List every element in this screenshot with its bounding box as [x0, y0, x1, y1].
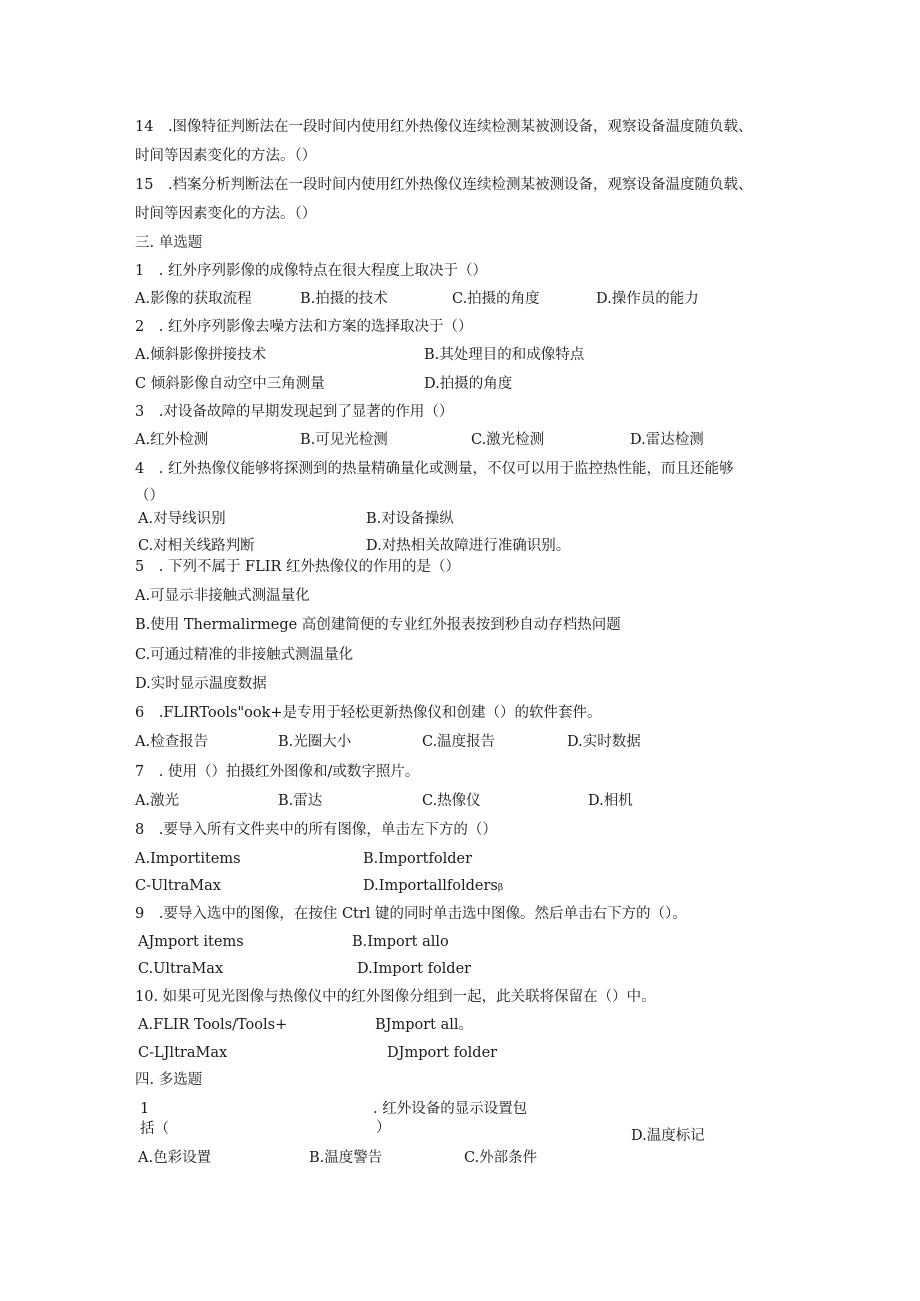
sc-q1-option-c: C.拍摄的角度 — [452, 291, 540, 307]
sc-q7-option-b: B.雷达 — [278, 793, 323, 809]
section-heading-multiple-choice: 四. 多选题 — [135, 1072, 203, 1088]
sc-q6-stem: 6 .FLIRTools"ook+是专用于轻松更新热像仪和创建（）的软件套件。 — [135, 705, 602, 721]
sc-q3-option-d: D.雷达检测 — [630, 432, 704, 448]
sc-q2-option-b: B.其处理目的和成像特点 — [424, 347, 585, 363]
mc-q1-option-a: A.色彩设置 — [138, 1150, 212, 1166]
sc-q9-option-c: C.UltraMax — [138, 961, 224, 977]
sc-q7-option-a: A.激光 — [135, 793, 180, 809]
sc-q1-option-b: B.拍摄的技术 — [300, 291, 388, 307]
sc-q1-option-a: A.影像的获取流程 — [135, 291, 252, 307]
sc-q2-option-d: D.拍摄的角度 — [424, 376, 513, 392]
mc-q1-option-c: C.外部条件 — [464, 1150, 538, 1166]
q14-line1: 14 .图像特征判断法在一段时间内使用红外热像仪连续检测某被测设备，观察设备温度随负载、 — [135, 119, 753, 135]
sc-q4-stem-line1: 4 . 红外热像仪能够将探测到的热量精确量化或测量，不仅可以用于监控热性能，而且还能够 — [135, 461, 734, 477]
sc-q10-option-c: C-LJltraMax — [138, 1045, 228, 1061]
q15-line2: 时间等因素变化的方法。（） — [135, 206, 317, 222]
sc-q6-option-d: D.实时数据 — [567, 734, 641, 750]
sc-q5-option-b: B.使用 Thermalirmege 高创建简便的专业红外报表按到秒自动存档热问题 — [135, 617, 621, 633]
sc-q5-option-d: D.实时显示温度数据 — [135, 676, 267, 692]
q14-line2: 时间等因素变化的方法。（） — [135, 148, 317, 164]
sc-q9-stem: 9 .要导入选中的图像，在按住 Ctrl 键的同时单击选中图像。然后单击右下方的（）。 — [135, 906, 687, 922]
sc-q8-option-c: C-UltraMax — [135, 878, 221, 894]
sc-q4-option-a: A.对导线识别 — [138, 511, 226, 527]
sc-q10-option-a: A.FLIR Tools∕Tools+ — [138, 1017, 288, 1033]
sc-q7-option-c: C.热像仪 — [422, 793, 481, 809]
sc-q4-option-b: B.对设备操纵 — [366, 511, 454, 527]
sc-q6-option-c: C.温度报告 — [422, 734, 496, 750]
sc-q3-stem: 3 .对设备故障的早期发现起到了显著的作用（） — [135, 404, 454, 420]
mc-q1-option-d: D.温度标记 — [631, 1128, 705, 1144]
sc-q8-option-d: D.Importallfoldersᵦ — [363, 878, 504, 894]
sc-q7-option-d: D.相机 — [588, 793, 633, 809]
mc-q1-option-b: B.温度警告 — [309, 1150, 383, 1166]
sc-q2-option-a: A.倾斜影像拼接技术 — [135, 347, 267, 363]
sc-q6-option-b: B.光圈大小 — [278, 734, 352, 750]
sc-q4-option-d: D.对热相关故障进行准确识别。 — [366, 538, 571, 554]
sc-q8-option-a: A.Importitems — [135, 851, 241, 867]
sc-q3-option-b: B.可见光检测 — [300, 432, 388, 448]
sc-q9-option-d: D.Import folder — [357, 961, 472, 977]
mc-q1-number: 1 — [140, 1101, 150, 1117]
sc-q5-option-c: C.可通过精准的非接触式测温量化 — [135, 647, 354, 663]
sc-q5-stem: 5 . 下列不属于 FLIR 红外热像仪的作用的是（） — [135, 559, 460, 575]
sc-q10-stem: 10. 如果可见光图像与热像仪中的红外图像分组到一起，此关联将保留在（）中。 — [135, 989, 656, 1005]
sc-q5-option-a: A.可显示非接触式测温量化 — [135, 588, 310, 604]
sc-q2-stem: 2 . 红外序列影像去噪方法和方案的选择取决于（） — [135, 319, 473, 335]
sc-q6-option-a: A.检查报告 — [135, 734, 209, 750]
sc-q1-option-d: D.操作员的能力 — [596, 291, 699, 307]
sc-q9-option-a: AJmport items — [138, 934, 244, 950]
sc-q1-stem: 1 . 红外序列影像的成像特点在很大程度上取决于（） — [135, 263, 487, 279]
section-heading-single-choice: 三. 单选题 — [135, 235, 203, 251]
sc-q7-stem: 7 . 使用（）拍摄红外图像和/或数字照片。 — [135, 764, 420, 780]
mc-q1-paren-close: ） — [376, 1120, 391, 1136]
sc-q10-option-d: DJmport folder — [387, 1045, 498, 1061]
mc-q1-stem-right: . 红外设备的显示设置包 — [373, 1101, 528, 1117]
sc-q3-option-c: C.激光检测 — [471, 432, 545, 448]
mc-q1-stem-left: 括（ — [140, 1121, 169, 1137]
sc-q4-option-c: C.对相关线路判断 — [138, 538, 255, 554]
sc-q9-option-b: B.Import allo — [352, 934, 449, 950]
sc-q3-option-a: A.红外检测 — [135, 432, 209, 448]
sc-q4-stem-line2: （） — [135, 488, 164, 504]
q15-line1: 15 .档案分析判断法在一段时间内使用红外热像仪连续检测某被测设备，观察设备温度随负载、 — [135, 177, 753, 193]
sc-q10-option-b: BJmport all。 — [375, 1017, 474, 1033]
sc-q8-option-b: B.Importfolder — [363, 851, 473, 867]
sc-q8-stem: 8 .要导入所有文件夹中的所有图像，单击左下方的（） — [135, 822, 497, 838]
sc-q2-option-c: C 倾斜影像自动空中三角测量 — [135, 376, 325, 392]
